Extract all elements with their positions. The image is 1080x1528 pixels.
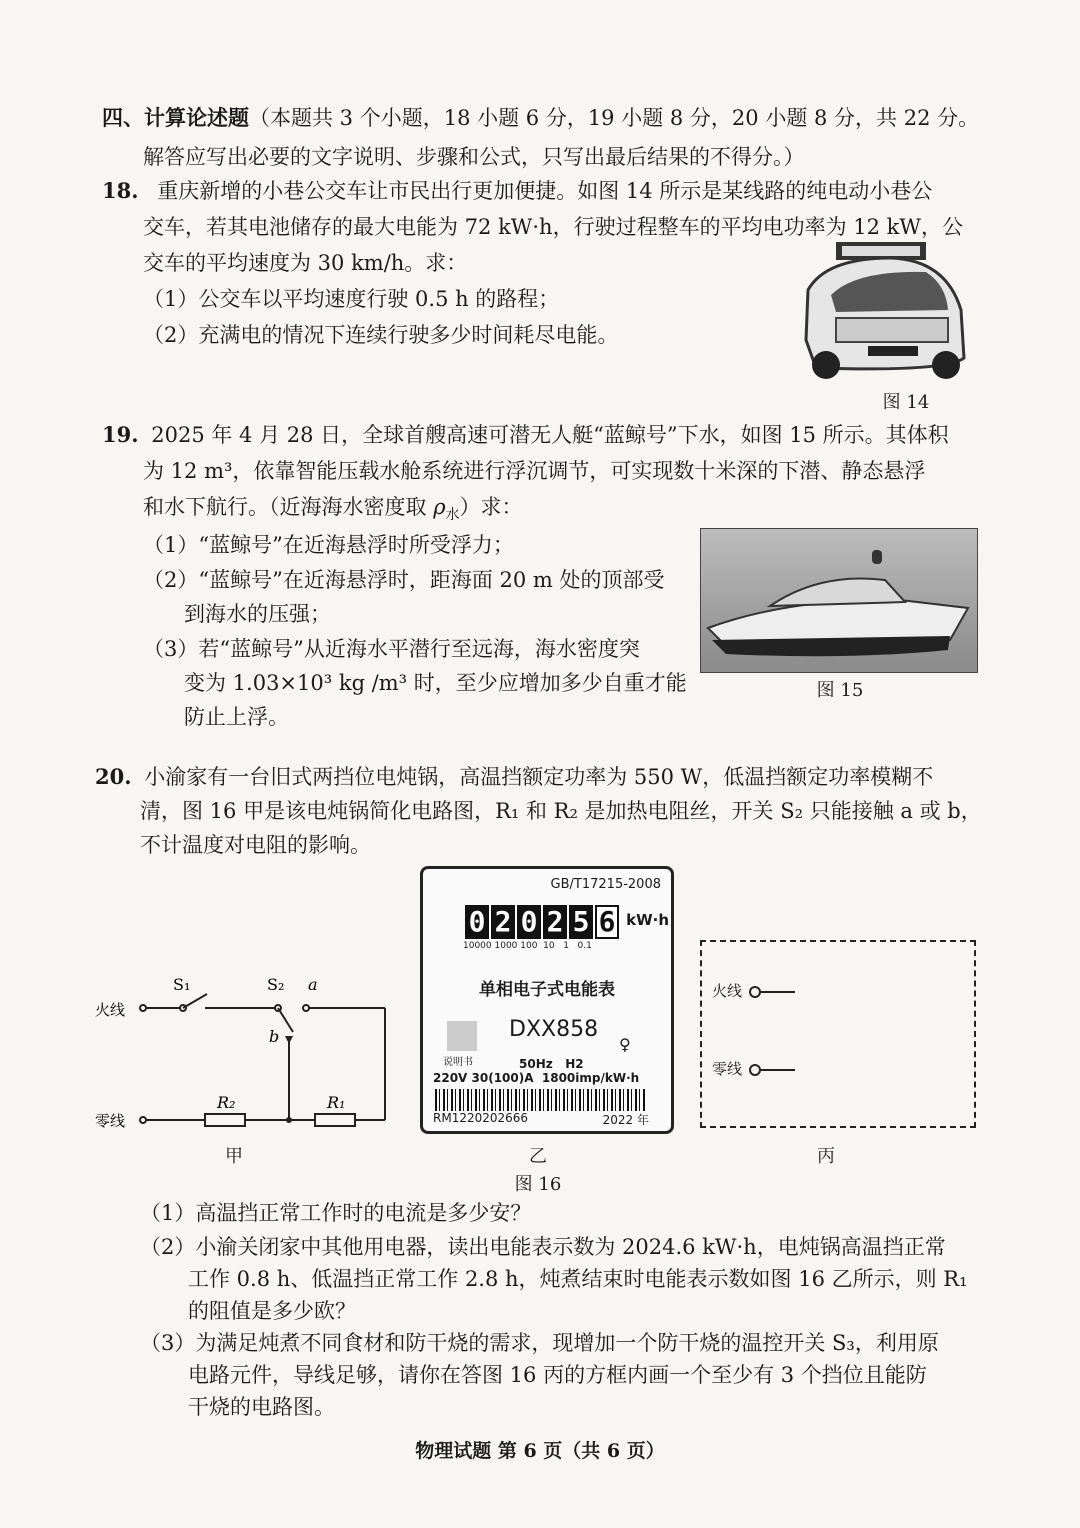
meter-place-values: 10000 1000 100 10 1 0.1 <box>463 941 592 951</box>
q19-sub2a: （2）“蓝鲸号”在近海悬浮时，距海面 20 m 处的顶部受 <box>143 568 665 592</box>
answer-neutral-label: 零线 <box>712 1060 743 1078</box>
q19-text-3-pre: 和水下航行。（近海海水密度取 <box>143 495 434 519</box>
meter-sublabel: 乙 <box>529 1146 547 1167</box>
meter-model: DXX858 <box>509 1017 599 1042</box>
q19-sub2b: 到海水的压强； <box>184 602 331 626</box>
boat-photo <box>700 528 978 673</box>
q19-sub1: （1）“蓝鲸号”在近海悬浮时所受浮力； <box>143 533 514 557</box>
meter-rating: 220V 30(100)A 1800imp/kW·h <box>433 1071 640 1085</box>
meter-manual: 说明书 <box>443 1057 473 1068</box>
meter-serial: RM1220202666 <box>433 1111 529 1125</box>
answer-box-sublabel: 丙 <box>817 1146 835 1167</box>
answer-box[interactable] <box>700 940 976 1128</box>
q19-sub3a: （3）若“蓝鲸号”从近海水平潜行至远海，海水密度突 <box>143 637 640 661</box>
s2-label: S₂ <box>267 975 285 994</box>
q20-line1 <box>95 762 933 792</box>
manual-qr <box>447 1021 477 1051</box>
q19-text-3 <box>143 492 523 530</box>
b-label: b <box>269 1027 280 1046</box>
circuit-live-label: 火线 <box>95 1001 126 1019</box>
q20-sub3c: 干烧的电路图。 <box>188 1395 335 1419</box>
fig15-caption: 图 15 <box>816 680 864 701</box>
fig16-caption: 图 16 <box>514 1174 562 1195</box>
rho-symbol: ρ <box>433 495 446 519</box>
q20-number: 20. <box>95 764 132 789</box>
meter-unit: kW·h <box>626 911 669 929</box>
meter-year: 2022 年 <box>602 1113 649 1127</box>
circuit-neutral-label: 零线 <box>95 1112 126 1130</box>
terminal-dot <box>749 986 761 998</box>
meter-display <box>465 905 669 939</box>
q18-number: 18. <box>102 178 139 203</box>
q19-text-3-post: ）求： <box>459 495 523 519</box>
q20-sub3a: （3）为满足炖煮不同食材和防干烧的需求，现增加一个防干烧的温控开关 S₃，利用原 <box>140 1331 939 1355</box>
meter-digit-decimal: 6 <box>595 905 619 939</box>
q18-text-2: 交车，若其电池储存的最大电能为 72 kW·h，行驶过程整车的平均电功率为 12 kW，公 <box>143 215 963 239</box>
energy-meter <box>420 866 674 1134</box>
r1-label: R₁ <box>327 1093 346 1112</box>
q20-text-3: 不计温度对电阻的影响。 <box>140 833 371 857</box>
section-note-1: （本题共 3 个小题，18 小题 6 分，19 小题 8 分，20 小题 8 分，共 22 分。 <box>249 106 980 130</box>
terminal-wire <box>761 1069 795 1071</box>
q19-text-1: 2025 年 4 月 28 日，全球首艘高速可潜无人艇“蓝鲸号”下水，如图 15 所示。其体积 <box>151 423 949 447</box>
a-label: a <box>308 975 318 994</box>
section-heading: 四、计算论述题 <box>102 105 249 130</box>
q19-number: 19. <box>102 422 139 447</box>
q18-text-3: 交车的平均速度为 30 km/h。求： <box>143 251 468 275</box>
bus-photo <box>796 240 966 385</box>
q20-text-1: 小渝家有一台旧式两挡位电炖锅，高温挡额定功率为 550 W，低温挡额定功率模糊不 <box>144 765 934 789</box>
q19-text-2: 为 12 m³，依靠智能压载水舱系统进行浮沉调节，可实现数十米深的下潜、静态悬浮 <box>143 459 926 483</box>
meter-standard: GB/T17215-2008 <box>550 877 661 892</box>
q20-sub2c: 的阻值是多少欧？ <box>188 1299 356 1323</box>
q18-line1 <box>102 176 932 206</box>
s1-label: S₁ <box>173 975 191 994</box>
q20-text-2: 清，图 16 甲是该电炖锅简化电路图，R₁ 和 R₂ 是加热电阻丝，开关 S₂ 只能接触 a 或 b， <box>140 799 982 823</box>
fig14-caption: 图 14 <box>882 392 930 413</box>
answer-neutral-terminal <box>712 1058 795 1079</box>
page-footer: 物理试题 第 6 页（共 6 页） <box>415 1440 665 1462</box>
circuit-sublabel: 甲 <box>225 1146 243 1167</box>
rho-subscript: 水 <box>445 507 460 524</box>
q20-sub2b: 工作 0.8 h、低温挡正常工作 2.8 h，炖煮结束时电能表示数如图 16 乙所示，则 R₁ <box>188 1267 968 1291</box>
q19-sub3b: 变为 1.03×10³ kg /m³ 时，至少应增加多少自重才能 <box>184 671 687 695</box>
r2-label: R₂ <box>217 1093 236 1112</box>
barcode <box>435 1089 645 1111</box>
indicator-icon: ♀ <box>619 1035 631 1054</box>
terminal-dot <box>749 1064 761 1076</box>
meter-digit: 5 <box>569 905 593 939</box>
meter-digit: 2 <box>491 905 515 939</box>
terminal-wire <box>761 991 795 993</box>
circuit-diagram <box>95 968 395 1138</box>
q19-line1 <box>102 420 949 450</box>
meter-digit: 2 <box>543 905 567 939</box>
q19-sub3c: 防止上浮。 <box>184 705 289 729</box>
q18-sub2: （2）充满电的情况下连续行驶多少时间耗尽电能。 <box>143 323 619 347</box>
meter-digit: 0 <box>465 905 489 939</box>
q20-sub1: （1）高温挡正常工作时的电流是多少安？ <box>140 1201 532 1225</box>
answer-live-label: 火线 <box>712 982 743 1000</box>
meter-title: 单相电子式电能表 <box>479 980 615 1000</box>
q18-text-1: 重庆新增的小巷公交车让市民出行更加便捷。如图 14 所示是某线路的纯电动小巷公 <box>157 179 933 203</box>
answer-live-terminal <box>712 980 795 1001</box>
section-note-2: 解答应写出必要的文字说明、步骤和公式，只写出最后结果的不得分。） <box>143 145 805 169</box>
q20-sub2a: （2）小渝关闭家中其他用电器，读出电能表示数为 2024.6 kW·h，电炖锅高温挡正常 <box>140 1235 946 1259</box>
q20-sub3b: 电路元件，导线足够，请你在答图 16 丙的方框内画一个至少有 3 个挡位且能防 <box>188 1363 927 1387</box>
section-heading-line <box>102 103 979 133</box>
meter-digit: 0 <box>517 905 541 939</box>
q18-sub1: （1）公交车以平均速度行驶 0.5 h 的路程； <box>143 287 560 311</box>
meter-freq: 50Hz H2 <box>519 1057 584 1071</box>
